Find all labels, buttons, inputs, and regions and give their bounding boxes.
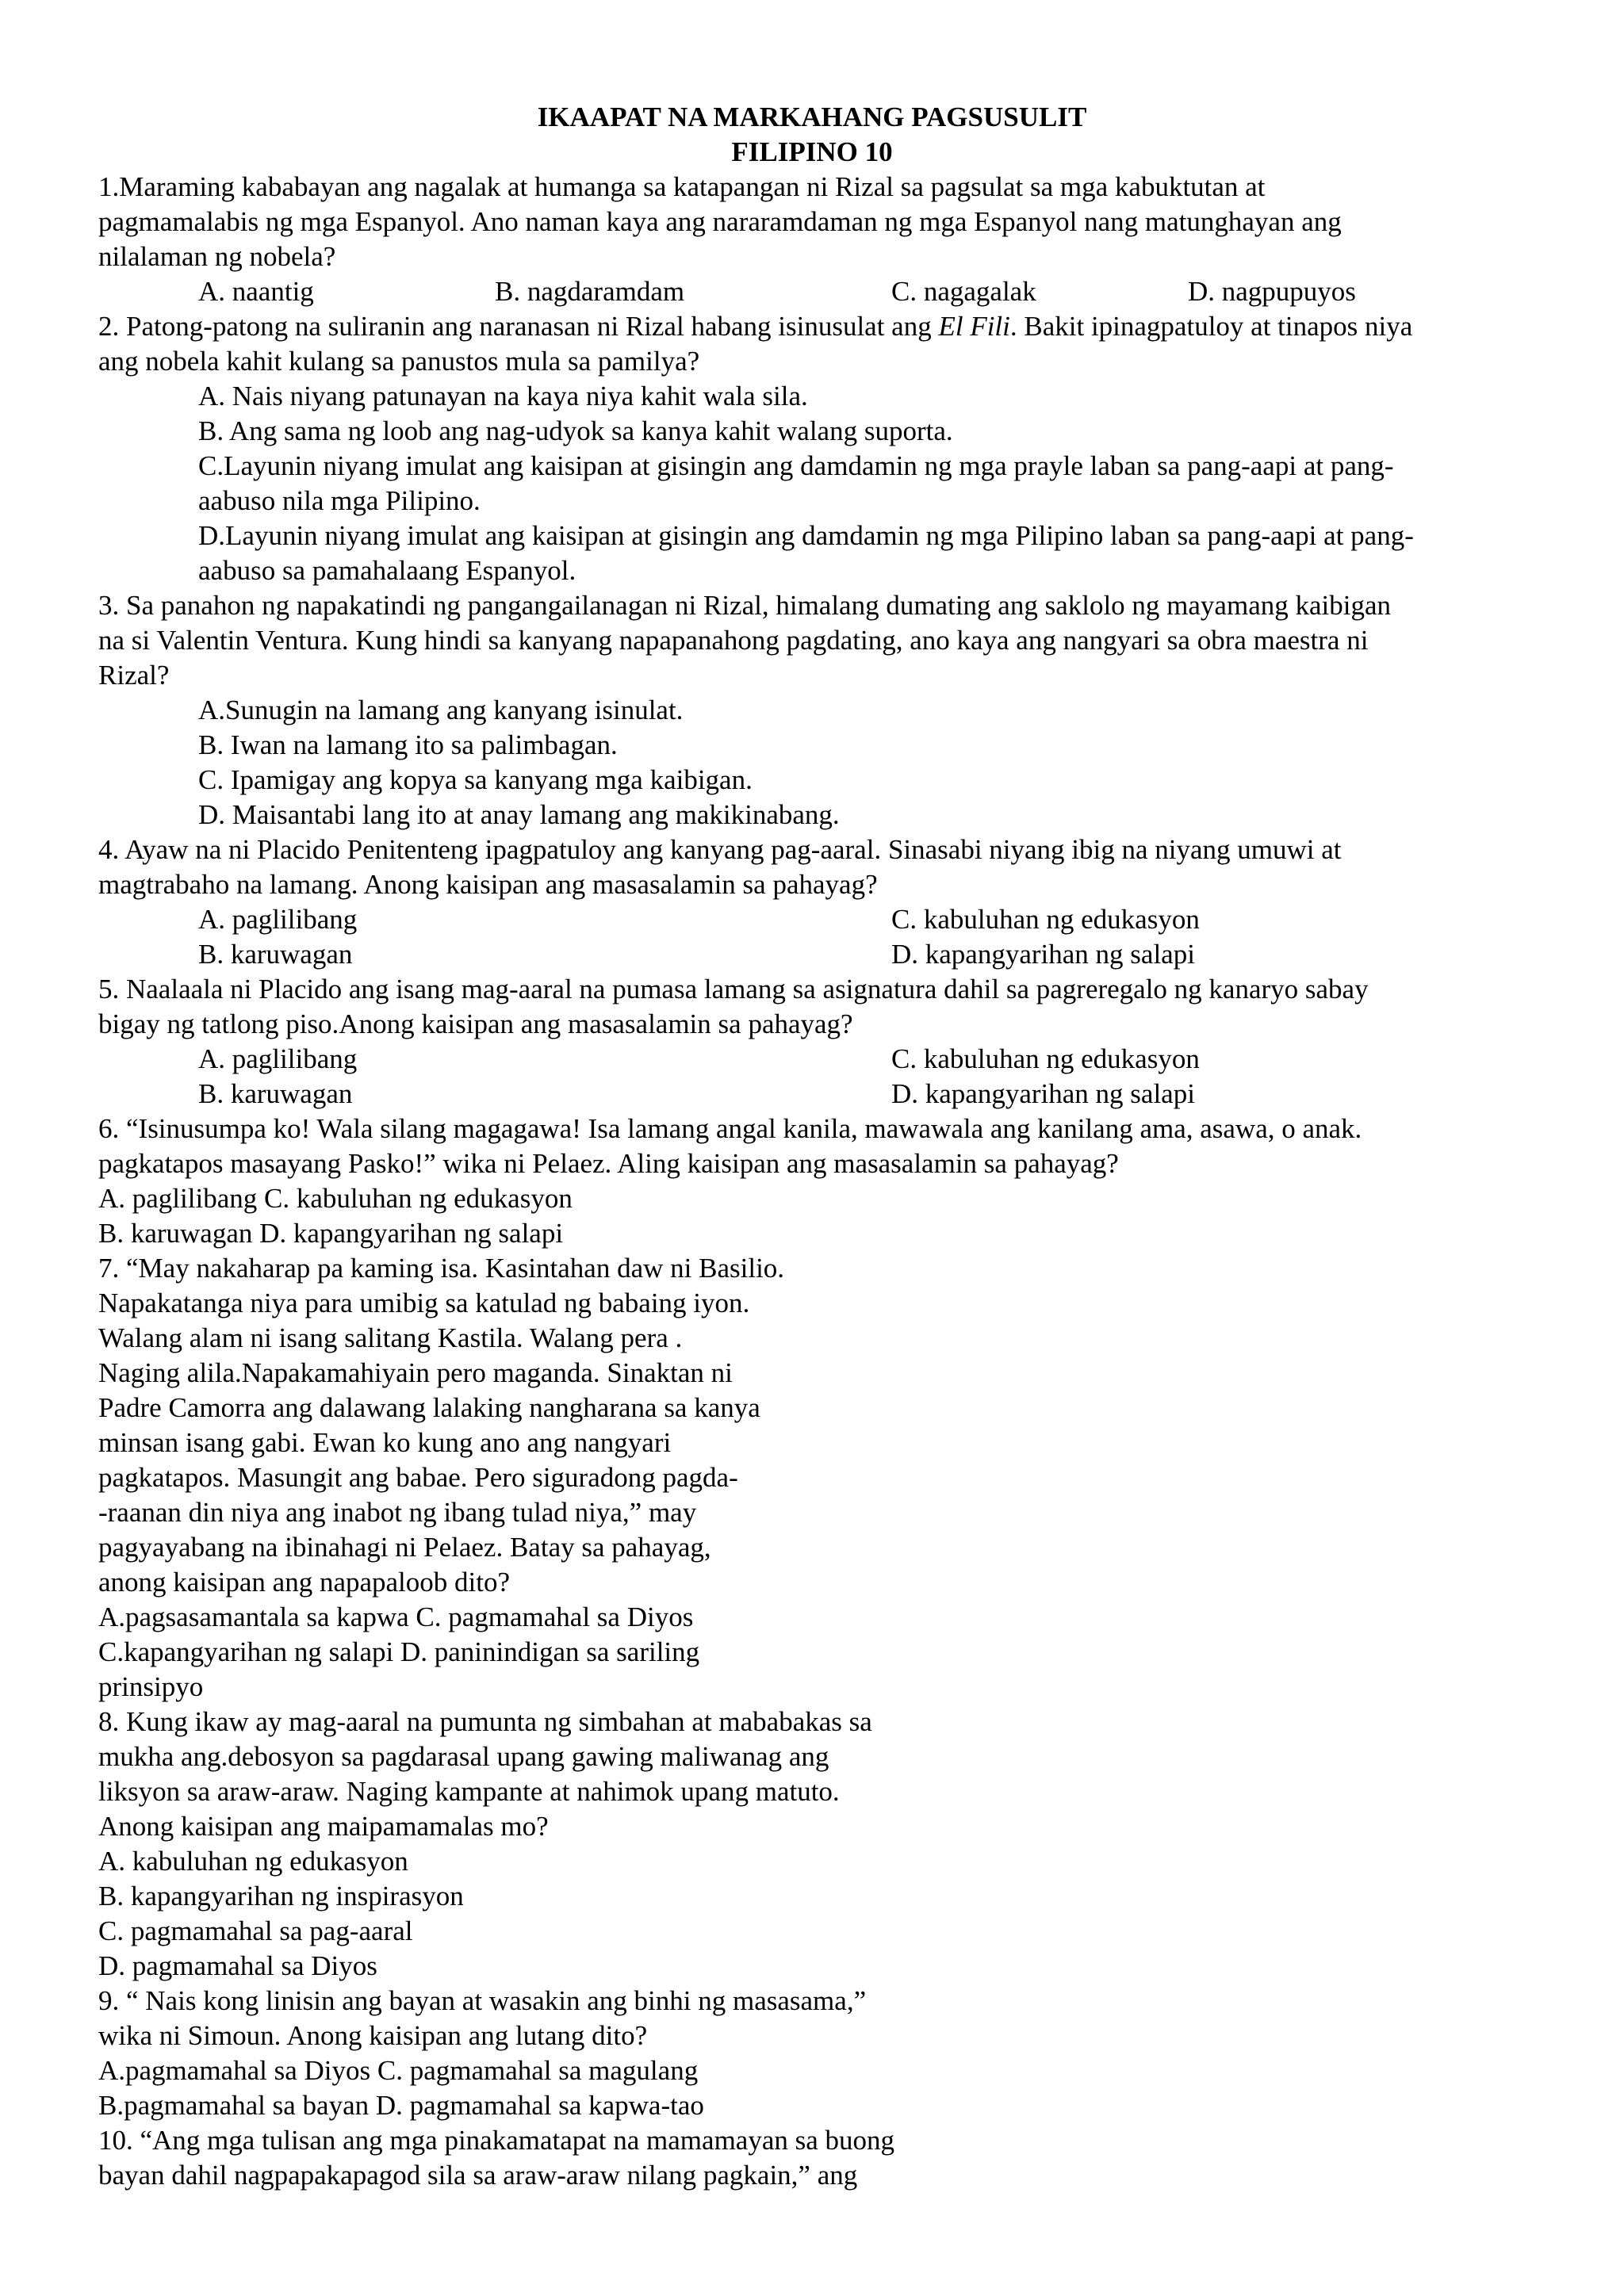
q1-choice-b: B. nagdaramdam <box>495 276 685 307</box>
q7-line: anong kaisipan ang napapaloob dito? <box>98 1567 511 1598</box>
q4-line-2: magtrabaho na lamang. Anong kaisipan ang masasalamin sa pahayag? <box>98 869 878 900</box>
q8-choice-b: B. kapangyarihan ng inspirasyon <box>98 1881 464 1911</box>
q9-choices-a-c: A.pagmamahal sa Diyos C. pagmamahal sa magulang <box>98 2055 699 2086</box>
q7-line: Napakatanga niya para umibig sa katulad ng babaing iyon. <box>98 1288 750 1318</box>
q8-choice-c: C. pagmamahal sa pag-aaral <box>98 1915 413 1946</box>
q2-novel-title: El Fili <box>938 311 1010 342</box>
q9-line: 9. “ Nais kong linisin ang bayan at wasakin ang binhi ng masasama,” <box>98 1985 867 2016</box>
q4-choice-b: B. karuwagan <box>198 939 353 970</box>
q7-line: pagyayabang na ibinahagi ni Pelaez. Batay sa pahayag, <box>98 1532 711 1563</box>
q1-line-3: nilalaman ng nobela? <box>98 241 336 272</box>
q1-choice-a: A. naantig <box>198 276 314 307</box>
exam-title: IKAAPAT NA MARKAHANG PAGSUSULIT <box>537 101 1087 132</box>
q7-line: Naging alila.Napakamahiyain pero maganda. Sinaktan ni <box>98 1357 733 1388</box>
q4-choice-a: A. paglilibang <box>198 904 358 935</box>
exam-subtitle: FILIPINO 10 <box>731 136 893 167</box>
q6-line-1: 6. “Isinusumpa ko! Wala silang magagawa! Isa lamang angal kanila, mawawala ang kanilang ama, asawa, o anak. <box>98 1113 1362 1144</box>
q3-choice-c: C. Ipamigay ang kopya sa kanyang mga kaibigan. <box>198 764 753 795</box>
q6-choices-b-d: B. karuwagan D. kapangyarihan ng salapi <box>98 1218 564 1249</box>
q10-line: bayan dahil nagpapakapagod sila sa araw-araw nilang pagkain,” ang <box>98 2160 858 2191</box>
q2-choice-a: A. Nais niyang patunayan na kaya niya kahit wala sila. <box>198 381 808 411</box>
q9-choices-b-d: B.pagmamahal sa bayan D. pagmamahal sa kapwa-tao <box>98 2090 704 2121</box>
q4-choice-c: C. kabuluhan ng edukasyon <box>891 904 1200 935</box>
q7-line: Walang alam ni isang salitang Kastila. Walang pera . <box>98 1322 683 1353</box>
q1-choice-d: D. nagpupuyos <box>1188 276 1356 307</box>
q3-choice-d: D. Maisantabi lang ito at anay lamang ang makikinabang. <box>198 799 840 830</box>
q1-line-1: 1.Maraming kababayan ang nagalak at humanga sa katapangan ni Rizal sa pagsulat sa mga kabuktutan at <box>98 171 1266 202</box>
q7-choices-a-c: A.pagsasamantala sa kapwa C. pagmamahal sa Diyos <box>98 1601 694 1632</box>
q8-line: mukha ang.debosyon sa pagdarasal upang gawing maliwanag ang <box>98 1741 829 1772</box>
q2-choice-d: D.Layunin niyang imulat ang kaisipan at gisingin ang damdamin ng mga Pilipino laban sa pang-aapi at pang- <box>198 520 1414 551</box>
q5-line-2: bigay ng tatlong piso.Anong kaisipan ang masasalamin sa pahayag? <box>98 1008 853 1039</box>
q2-line-1 <box>98 309 1412 344</box>
q1-choice-c: C. nagagalak <box>891 276 1036 307</box>
q7-line: minsan isang gabi. Ewan ko kung ano ang nangyari <box>98 1427 672 1458</box>
q6-line-2: pagkatapos masayang Pasko!” wika ni Pelaez. Aling kaisipan ang masasalamin sa pahayag? <box>98 1148 1119 1179</box>
q3-choice-b: B. Iwan na lamang ito sa palimbagan. <box>198 729 618 760</box>
q2-line-2: ang nobela kahit kulang sa panustos mula sa pamilya? <box>98 346 700 377</box>
q8-line: Anong kaisipan ang maipamamalas mo? <box>98 1811 549 1842</box>
q7-choice-d-cont: prinsipyo <box>98 1671 204 1702</box>
q7-line: pagkatapos. Masungit ang babae. Pero siguradong pagda- <box>98 1462 738 1493</box>
q2-line-1-pre: 2. Patong-patong na suliranin ang naranasan ni Rizal habang isinusulat ang <box>98 311 939 342</box>
q5-choice-c: C. kabuluhan ng edukasyon <box>891 1043 1200 1074</box>
q5-choice-d: D. kapangyarihan ng salapi <box>891 1078 1195 1109</box>
q8-line: 8. Kung ikaw ay mag-aaral na pumunta ng simbahan at mababakas sa <box>98 1706 872 1737</box>
q2-choice-c: C.Layunin niyang imulat ang kaisipan at gisingin ang damdamin ng mga prayle laban sa pang-aapi at pang- <box>198 450 1394 481</box>
q8-choice-a: A. kabuluhan ng edukasyon <box>98 1846 408 1877</box>
q2-choice-b: B. Ang sama ng loob ang nag-udyok sa kanya kahit walang suporta. <box>198 415 953 446</box>
q7-line: -raanan din niya ang inabot ng ibang tulad niya,” may <box>98 1497 697 1528</box>
q7-line: Padre Camorra ang dalawang lalaking nangharana sa kanya <box>98 1392 760 1423</box>
q3-line-3: Rizal? <box>98 660 170 691</box>
q9-line: wika ni Simoun. Anong kaisipan ang lutang dito? <box>98 2020 648 2051</box>
q4-choice-d: D. kapangyarihan ng salapi <box>891 939 1195 970</box>
q3-line-2: na si Valentin Ventura. Kung hindi sa kanyang napapanahong pagdating, ano kaya ang nangyari sa obra maestra ni <box>98 625 1369 656</box>
q3-choice-a: A.Sunugin na lamang ang kanyang isinulat. <box>198 695 684 725</box>
q7-line: 7. “May nakaharap pa kaming isa. Kasintahan daw ni Basilio. <box>98 1253 785 1284</box>
q8-choice-d: D. pagmamahal sa Diyos <box>98 1950 377 1981</box>
q3-line-1: 3. Sa panahon ng napakatindi ng pangangailanagan ni Rizal, himalang dumating ang saklolo ng mayamang kaibigan <box>98 590 1391 621</box>
q2-choice-c-cont: aabuso nila mga Pilipino. <box>198 485 481 516</box>
q6-choices-a-c: A. paglilibang C. kabuluhan ng edukasyon <box>98 1183 573 1214</box>
q8-line: liksyon sa araw-araw. Naging kampante at nahimok upang matuto. <box>98 1776 840 1807</box>
q2-choice-d-cont: aabuso sa pamahalaang Espanyol. <box>198 555 576 586</box>
q5-line-1: 5. Naalaala ni Placido ang isang mag-aaral na pumasa lamang sa asignatura dahil sa pagreregalo ng kanaryo sabay <box>98 974 1369 1004</box>
q10-line: 10. “Ang mga tulisan ang mga pinakamatapat na mamamayan sa buong <box>98 2125 895 2156</box>
q7-choices-c-d: C.kapangyarihan ng salapi D. paninindigan sa sariling <box>98 1636 700 1667</box>
q5-choice-a: A. paglilibang <box>198 1043 358 1074</box>
q4-line-1: 4. Ayaw na ni Placido Penitenteng ipagpatuloy ang kanyang pag-aaral. Sinasabi niyang ibig na niyang umuwi at <box>98 834 1342 865</box>
q2-line-1-post: . Bakit ipinagpatuloy at tinapos niya <box>1009 311 1413 342</box>
q5-choice-b: B. karuwagan <box>198 1078 353 1109</box>
q1-line-2: pagmamalabis ng mga Espanyol. Ano naman kaya ang nararamdaman ng mga Espanyol nang matunghayan ang <box>98 206 1342 237</box>
